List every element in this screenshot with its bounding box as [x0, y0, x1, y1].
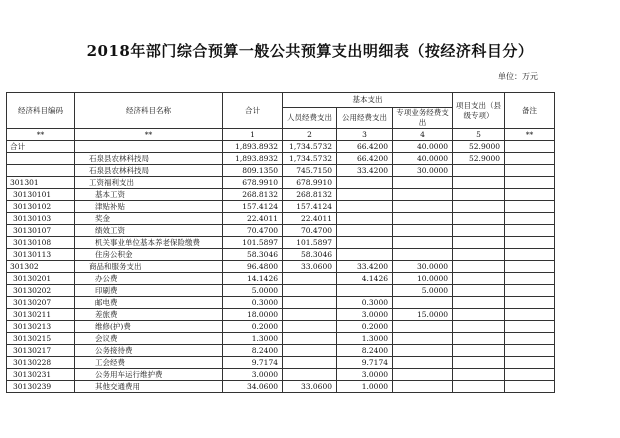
header-personnel: 人员经费支出 — [283, 108, 337, 129]
header-total: 合计 — [223, 93, 283, 129]
cell-public — [337, 177, 393, 189]
cell-total: 1,893.8932 — [223, 153, 283, 165]
cell-total: 22.4011 — [223, 213, 283, 225]
cell-project — [453, 309, 505, 321]
cell-total: 8.2400 — [223, 345, 283, 357]
cell-project — [453, 225, 505, 237]
cell-special — [393, 381, 453, 393]
cell-code: 30130103 — [7, 213, 75, 225]
header-basic: 基本支出 — [283, 93, 453, 108]
unit-label: 单位：万元 — [498, 72, 538, 81]
header-public: 公用经费支出 — [337, 108, 393, 129]
index-cell: 5 — [453, 129, 505, 141]
cell-special — [393, 177, 453, 189]
cell-public: 1.3000 — [337, 333, 393, 345]
cell-special: 30.0000 — [393, 261, 453, 273]
cell-public — [337, 225, 393, 237]
cell-special — [393, 345, 453, 357]
cell-code: 30130213 — [7, 321, 75, 333]
cell-public: 66.4200 — [337, 141, 393, 153]
cell-personnel — [283, 321, 337, 333]
cell-personnel — [283, 297, 337, 309]
cell-project — [453, 201, 505, 213]
budget-table — [6, 92, 555, 393]
cell-project — [453, 261, 505, 273]
cell-remark — [505, 345, 555, 357]
cell-project — [453, 357, 505, 369]
cell-public: 66.4200 — [337, 153, 393, 165]
cell-special — [393, 213, 453, 225]
cell-remark — [505, 369, 555, 381]
cell-code — [7, 153, 75, 165]
cell-total: 0.2000 — [223, 321, 283, 333]
cell-total: 809.1350 — [223, 165, 283, 177]
index-cell: ** — [7, 129, 75, 141]
page-title: 2018年部门综合预算一般公共预算支出明细表（按经济科目分） — [86, 42, 534, 60]
header-special: 专项业务经费支出 — [393, 108, 453, 129]
cell-public: 3.0000 — [337, 309, 393, 321]
cell-personnel: 678.9910 — [283, 177, 337, 189]
cell-personnel: 33.0600 — [283, 261, 337, 273]
cell-total: 58.3046 — [223, 249, 283, 261]
cell-special — [393, 333, 453, 345]
cell-special: 5.0000 — [393, 285, 453, 297]
cell-name: 会议费 — [75, 333, 223, 345]
cell-public: 33.4200 — [337, 261, 393, 273]
cell-code: 30130217 — [7, 345, 75, 357]
cell-code: 30130239 — [7, 381, 75, 393]
cell-name: 办公费 — [75, 273, 223, 285]
cell-project — [453, 237, 505, 249]
cell-project — [453, 213, 505, 225]
cell-project — [453, 369, 505, 381]
cell-name: 机关事业单位基本养老保险缴费 — [75, 237, 223, 249]
cell-remark — [505, 261, 555, 273]
cell-special: 10.0000 — [393, 273, 453, 285]
cell-code: 30130231 — [7, 369, 75, 381]
cell-name: 住房公积金 — [75, 249, 223, 261]
cell-total: 3.0000 — [223, 369, 283, 381]
cell-personnel — [283, 357, 337, 369]
cell-personnel: 157.4124 — [283, 201, 337, 213]
table-row — [7, 189, 555, 201]
cell-code: 30130108 — [7, 237, 75, 249]
cell-project — [453, 345, 505, 357]
cell-total: 0.3000 — [223, 297, 283, 309]
cell-name: 维修(护)费 — [75, 321, 223, 333]
table-row — [7, 369, 555, 381]
cell-code: 30130215 — [7, 333, 75, 345]
cell-code: 301301 — [7, 177, 75, 189]
cell-personnel — [283, 333, 337, 345]
cell-code: 30130101 — [7, 189, 75, 201]
cell-personnel — [283, 309, 337, 321]
header-remark: 备注 — [505, 93, 555, 129]
cell-code: 30130107 — [7, 225, 75, 237]
cell-name: 津贴补贴 — [75, 201, 223, 213]
index-cell: 4 — [393, 129, 453, 141]
cell-project: 52.9000 — [453, 153, 505, 165]
cell-total: 268.8132 — [223, 189, 283, 201]
cell-special — [393, 321, 453, 333]
cell-code: 30130102 — [7, 201, 75, 213]
cell-personnel: 268.8132 — [283, 189, 337, 201]
table-row — [7, 249, 555, 261]
cell-code: 30130207 — [7, 297, 75, 309]
cell-name: 印刷费 — [75, 285, 223, 297]
cell-name: 奖金 — [75, 213, 223, 225]
cell-public: 0.2000 — [337, 321, 393, 333]
table-row — [7, 309, 555, 321]
cell-public — [337, 237, 393, 249]
cell-public: 33.4200 — [337, 165, 393, 177]
cell-total: 96.4800 — [223, 261, 283, 273]
cell-remark — [505, 177, 555, 189]
cell-name: 工资福利支出 — [75, 177, 223, 189]
cell-name: 公务用车运行维护费 — [75, 369, 223, 381]
index-cell: ** — [75, 129, 223, 141]
cell-special — [393, 201, 453, 213]
cell-project — [453, 177, 505, 189]
index-cell: 1 — [223, 129, 283, 141]
index-cell: 3 — [337, 129, 393, 141]
cell-total: 5.0000 — [223, 285, 283, 297]
cell-public — [337, 189, 393, 201]
cell-personnel — [283, 273, 337, 285]
cell-name: 石泉县农林科技局 — [75, 165, 223, 177]
cell-project — [453, 273, 505, 285]
table-row — [7, 333, 555, 345]
cell-public — [337, 285, 393, 297]
cell-special: 40.0000 — [393, 141, 453, 153]
table-row — [7, 201, 555, 213]
header-project: 项目支出（县级专项） — [453, 93, 505, 129]
table-row — [7, 237, 555, 249]
cell-special — [393, 357, 453, 369]
cell-remark — [505, 333, 555, 345]
cell-total: 157.4124 — [223, 201, 283, 213]
cell-public — [337, 201, 393, 213]
cell-public: 4.1426 — [337, 273, 393, 285]
cell-name: 工会经费 — [75, 357, 223, 369]
cell-remark — [505, 141, 555, 153]
cell-personnel: 101.5897 — [283, 237, 337, 249]
cell-personnel — [283, 285, 337, 297]
header-code: 经济科目编码 — [7, 93, 75, 129]
cell-code: 合计 — [7, 141, 75, 153]
cell-personnel: 22.4011 — [283, 213, 337, 225]
cell-special: 40.0000 — [393, 153, 453, 165]
table-row — [7, 297, 555, 309]
cell-personnel: 745.7150 — [283, 165, 337, 177]
cell-project — [453, 285, 505, 297]
cell-remark — [505, 297, 555, 309]
cell-code — [7, 165, 75, 177]
cell-special — [393, 237, 453, 249]
table-row — [7, 321, 555, 333]
cell-personnel: 70.4700 — [283, 225, 337, 237]
table-row — [7, 345, 555, 357]
cell-code: 30130211 — [7, 309, 75, 321]
cell-remark — [505, 381, 555, 393]
cell-public: 8.2400 — [337, 345, 393, 357]
table-row — [7, 285, 555, 297]
cell-remark — [505, 357, 555, 369]
cell-name: 其他交通费用 — [75, 381, 223, 393]
cell-remark — [505, 213, 555, 225]
table-row — [7, 273, 555, 285]
table-row — [7, 153, 555, 165]
cell-remark — [505, 309, 555, 321]
cell-project — [453, 321, 505, 333]
cell-name — [75, 141, 223, 153]
cell-remark — [505, 165, 555, 177]
cell-project — [453, 333, 505, 345]
table-row — [7, 177, 555, 189]
table-row — [7, 225, 555, 237]
cell-code: 30130228 — [7, 357, 75, 369]
table-row — [7, 381, 555, 393]
cell-name: 绩效工资 — [75, 225, 223, 237]
cell-total: 1,893.8932 — [223, 141, 283, 153]
cell-public: 3.0000 — [337, 369, 393, 381]
cell-remark — [505, 249, 555, 261]
table-body — [7, 141, 555, 393]
cell-project — [453, 249, 505, 261]
cell-public — [337, 249, 393, 261]
cell-total: 9.7174 — [223, 357, 283, 369]
cell-total: 678.9910 — [223, 177, 283, 189]
table-row — [7, 141, 555, 153]
cell-personnel — [283, 345, 337, 357]
cell-remark — [505, 153, 555, 165]
cell-personnel: 1,734.5732 — [283, 153, 337, 165]
cell-special — [393, 369, 453, 381]
cell-name: 商品和服务支出 — [75, 261, 223, 273]
cell-public: 9.7174 — [337, 357, 393, 369]
cell-special — [393, 225, 453, 237]
cell-code: 30130113 — [7, 249, 75, 261]
cell-name: 基本工资 — [75, 189, 223, 201]
cell-public: 0.3000 — [337, 297, 393, 309]
cell-name: 公务接待费 — [75, 345, 223, 357]
table-row — [7, 213, 555, 225]
cell-total: 34.0600 — [223, 381, 283, 393]
cell-name: 邮电费 — [75, 297, 223, 309]
cell-special — [393, 189, 453, 201]
cell-project — [453, 297, 505, 309]
cell-remark — [505, 201, 555, 213]
cell-personnel: 1,734.5732 — [283, 141, 337, 153]
index-cell: ** — [505, 129, 555, 141]
cell-project — [453, 381, 505, 393]
cell-code: 301302 — [7, 261, 75, 273]
cell-total: 14.1426 — [223, 273, 283, 285]
cell-project — [453, 165, 505, 177]
cell-remark — [505, 237, 555, 249]
cell-public — [337, 213, 393, 225]
header-name: 经济科目名称 — [75, 93, 223, 129]
cell-remark — [505, 321, 555, 333]
cell-remark — [505, 225, 555, 237]
index-cell: 2 — [283, 129, 337, 141]
cell-personnel: 58.3046 — [283, 249, 337, 261]
cell-total: 101.5897 — [223, 237, 283, 249]
cell-total: 1.3000 — [223, 333, 283, 345]
cell-remark — [505, 285, 555, 297]
cell-total: 18.0000 — [223, 309, 283, 321]
cell-code: 30130201 — [7, 273, 75, 285]
table-row — [7, 357, 555, 369]
cell-code: 30130202 — [7, 285, 75, 297]
cell-personnel — [283, 369, 337, 381]
cell-special: 30.0000 — [393, 165, 453, 177]
cell-special — [393, 249, 453, 261]
cell-remark — [505, 189, 555, 201]
cell-personnel: 33.0600 — [283, 381, 337, 393]
table-row — [7, 165, 555, 177]
cell-remark — [505, 273, 555, 285]
cell-name: 差旅费 — [75, 309, 223, 321]
cell-project — [453, 189, 505, 201]
cell-public: 1.0000 — [337, 381, 393, 393]
cell-total: 70.4700 — [223, 225, 283, 237]
cell-name: 石泉县农林科技局 — [75, 153, 223, 165]
table-row — [7, 261, 555, 273]
cell-project: 52.9000 — [453, 141, 505, 153]
cell-special — [393, 297, 453, 309]
cell-special: 15.0000 — [393, 309, 453, 321]
